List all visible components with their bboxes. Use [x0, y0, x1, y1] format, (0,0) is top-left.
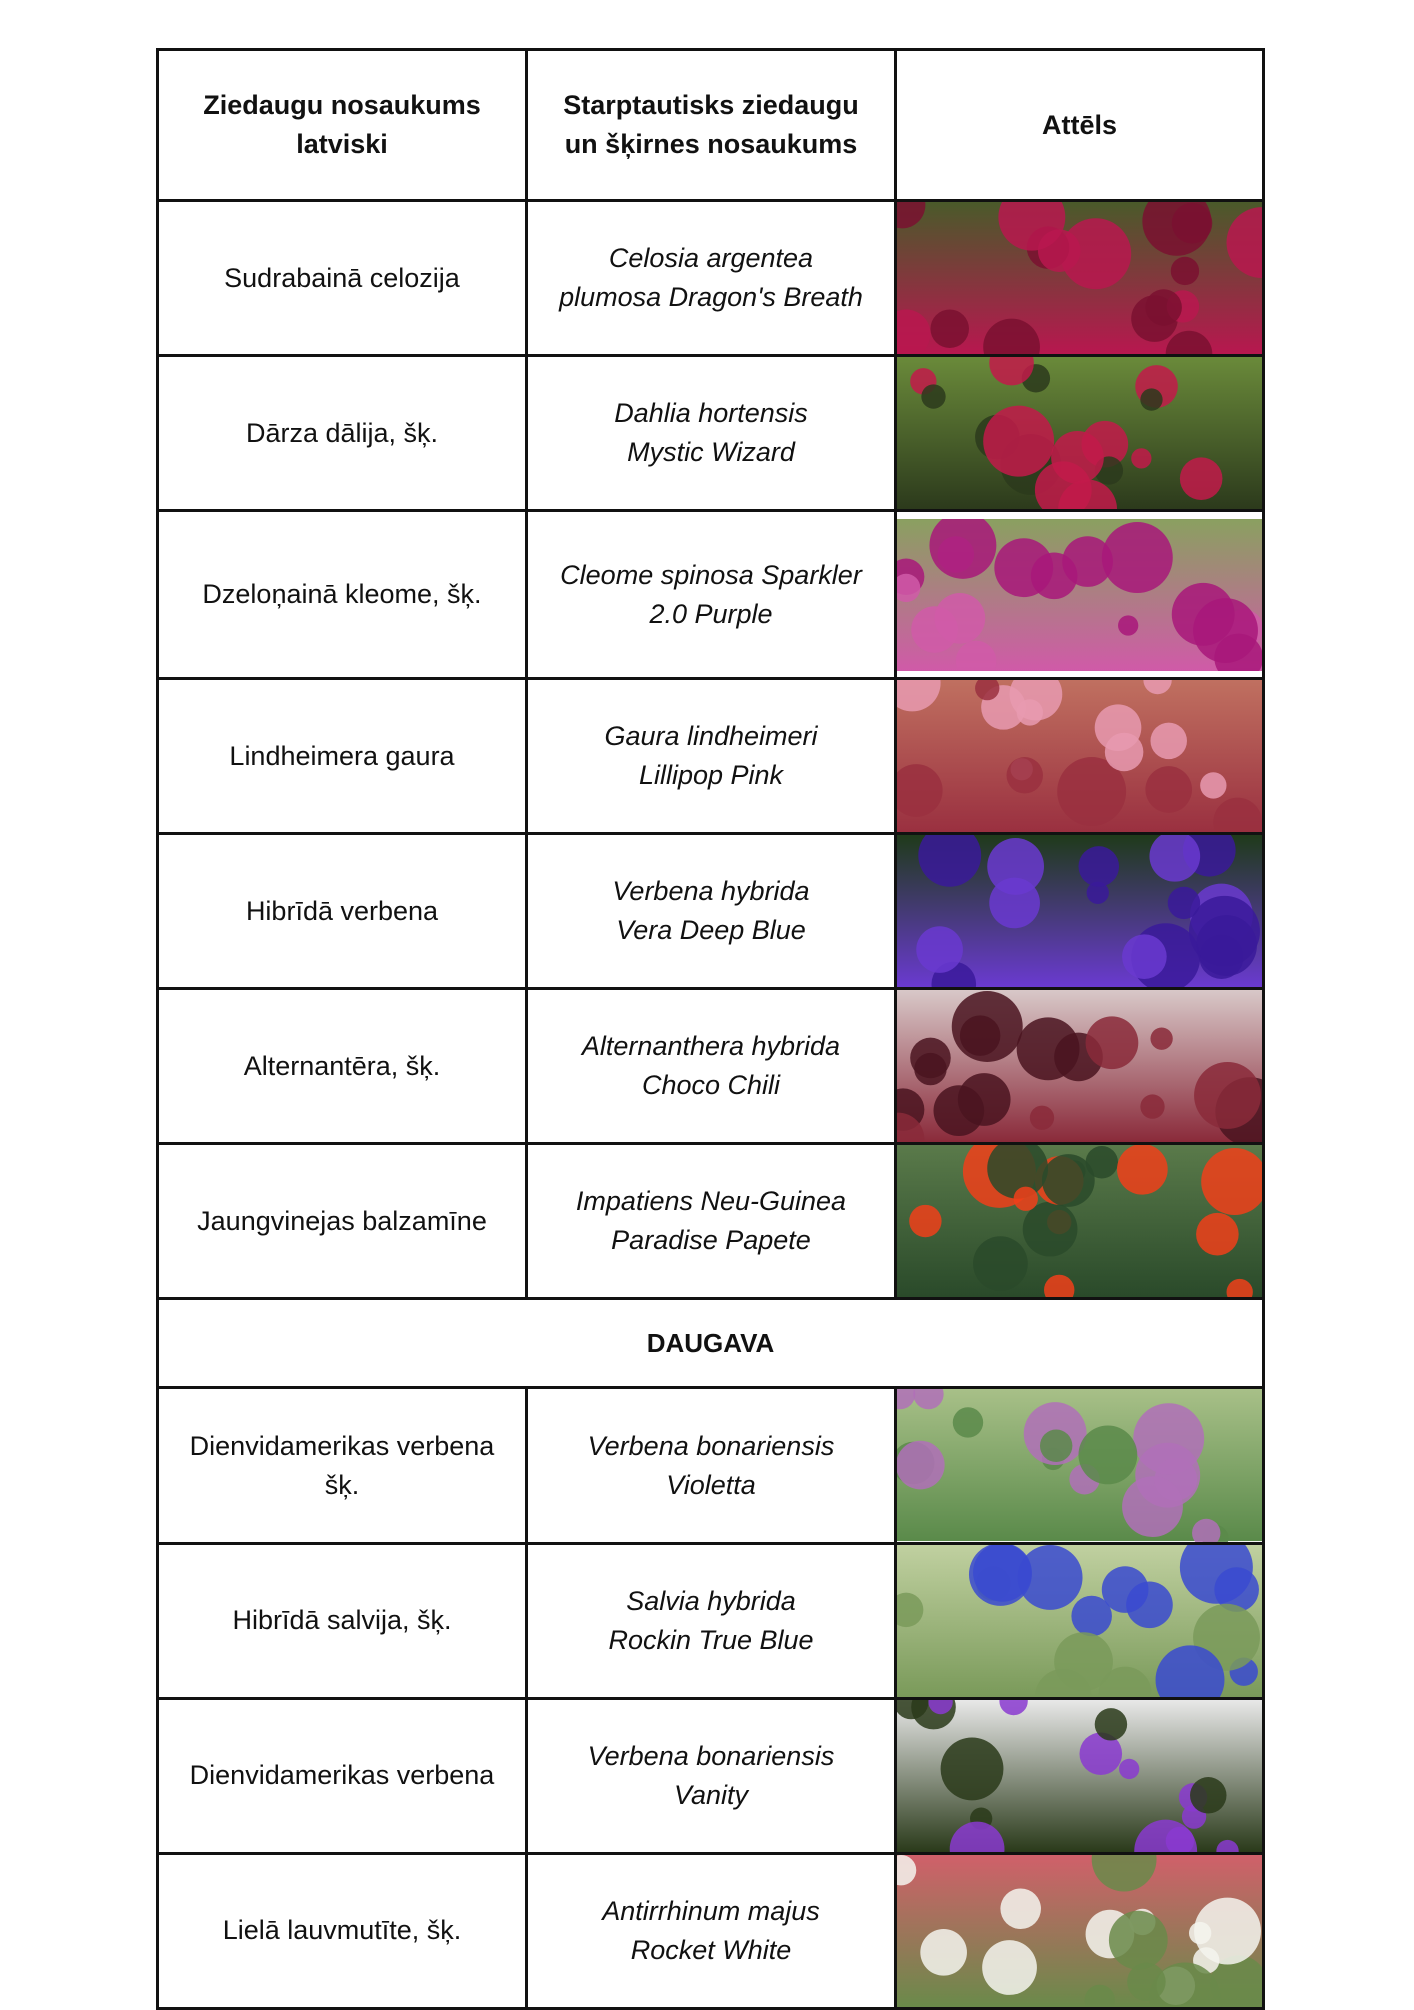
international-name-cell [527, 834, 896, 989]
table-row [158, 1853, 1264, 2008]
alternanthera-photo [896, 989, 1264, 1144]
table-row [158, 511, 1264, 679]
latvian-name-cell: Dārza dālija, šķ. [158, 356, 527, 511]
table-row [158, 356, 1264, 511]
table-row [158, 1698, 1264, 1853]
latvian-name-line: Lielā lauvmutīte, šķ. [222, 1915, 462, 1946]
international-name-line: Dahlia hortensis [614, 398, 808, 429]
table-row [158, 989, 1264, 1144]
latvian-name-cell: Sudrabainā celozija [158, 201, 527, 356]
international-name-cell [527, 1388, 896, 1543]
latvian-name-cell [158, 1853, 527, 2008]
international-name-line: Paradise Papete [611, 1225, 811, 1256]
international-name-line: Verbena bonariensis [587, 1430, 835, 1461]
verbena-blue-photo [896, 834, 1264, 989]
international-name-line: Lillipop Pink [638, 760, 784, 791]
latvian-name-cell: Lindheimera gaura [158, 679, 527, 834]
flower-table [156, 48, 1265, 2010]
latvian-name-cell: Alternantēra, šķ. [158, 989, 527, 1144]
latvian-name-cell [158, 1543, 527, 1698]
table-row [158, 834, 1264, 989]
international-name-line: Mystic Wizard [627, 437, 795, 468]
latvian-name-line: šķ. [324, 1469, 360, 1500]
international-name-line: Antirrhinum majus [602, 1895, 820, 1926]
international-name-cell [527, 1144, 896, 1299]
international-name-cell [527, 356, 896, 511]
international-name-line: Impatiens Neu-Guinea [575, 1186, 847, 1217]
international-name-line: Vera Deep Blue [616, 915, 806, 946]
section-row [158, 1299, 1264, 1388]
latvian-name-cell: Dzeloņainā kleome, šķ. [158, 511, 527, 679]
salvia-photo [896, 1543, 1264, 1698]
international-name-line: Verbena hybrida [612, 876, 810, 907]
celosia-photo [896, 201, 1264, 356]
international-name-line: Salvia hybrida [626, 1585, 796, 1616]
international-name-line: Rockin True Blue [608, 1624, 814, 1655]
section-title: DAUGAVA [158, 1299, 1264, 1388]
international-name-line: Alternanthera hybrida [581, 1031, 841, 1062]
latvian-name-line: Dienvidamerikas verbena [189, 1430, 495, 1461]
snapdragon-photo [896, 1853, 1264, 2008]
international-name-line: Gaura lindheimeri [604, 721, 818, 752]
international-name-line: Verbena bonariensis [587, 1740, 835, 1771]
international-name-line: Violetta [666, 1469, 756, 1500]
impatiens-photo [896, 1144, 1264, 1299]
table-row [158, 201, 1264, 356]
gaura-photo [896, 679, 1264, 834]
table-row [158, 1543, 1264, 1698]
verbena-bonariensis-violetta-photo [896, 1388, 1264, 1543]
latvian-name-line: Dienvidamerikas verbena [189, 1760, 495, 1791]
latvian-name-cell: Hibrīdā verbena [158, 834, 527, 989]
table-row [158, 1388, 1264, 1543]
international-name-cell [527, 1698, 896, 1853]
international-name-cell [527, 989, 896, 1144]
international-name-line: 2.0 Purple [649, 598, 773, 629]
international-name-cell [527, 1543, 896, 1698]
international-name-line: Choco Chili [641, 1070, 781, 1101]
dahlia-photo [896, 356, 1264, 511]
international-name-line: Rocket White [630, 1934, 792, 1965]
latvian-name-cell [158, 1388, 527, 1543]
international-name-cell [527, 679, 896, 834]
international-name-line: Vanity [673, 1779, 749, 1810]
verbena-bonariensis-vanity-photo [896, 1698, 1264, 1853]
latvian-name-line: Hibrīdā salvija, šķ. [232, 1605, 452, 1636]
international-name-line: Cleome spinosa Sparkler [560, 559, 862, 590]
cleome-photo [896, 511, 1264, 679]
header-intl-name: Starptautisks ziedaugu un šķirnes nosaukums [527, 50, 896, 201]
header-row [158, 50, 1264, 201]
latvian-name-cell: Jaungvinejas balzamīne [158, 1144, 527, 1299]
header-lv-name: Ziedaugu nosaukums latviski [158, 50, 527, 201]
international-name-line: plumosa Dragon's Breath [559, 282, 863, 313]
header-image: Attēls [896, 50, 1264, 201]
international-name-cell [527, 1853, 896, 2008]
international-name-line: Celosia argentea [608, 243, 814, 274]
table-row [158, 679, 1264, 834]
latvian-name-cell [158, 1698, 527, 1853]
international-name-cell [527, 511, 896, 679]
international-name-cell [527, 201, 896, 356]
table-row [158, 1144, 1264, 1299]
